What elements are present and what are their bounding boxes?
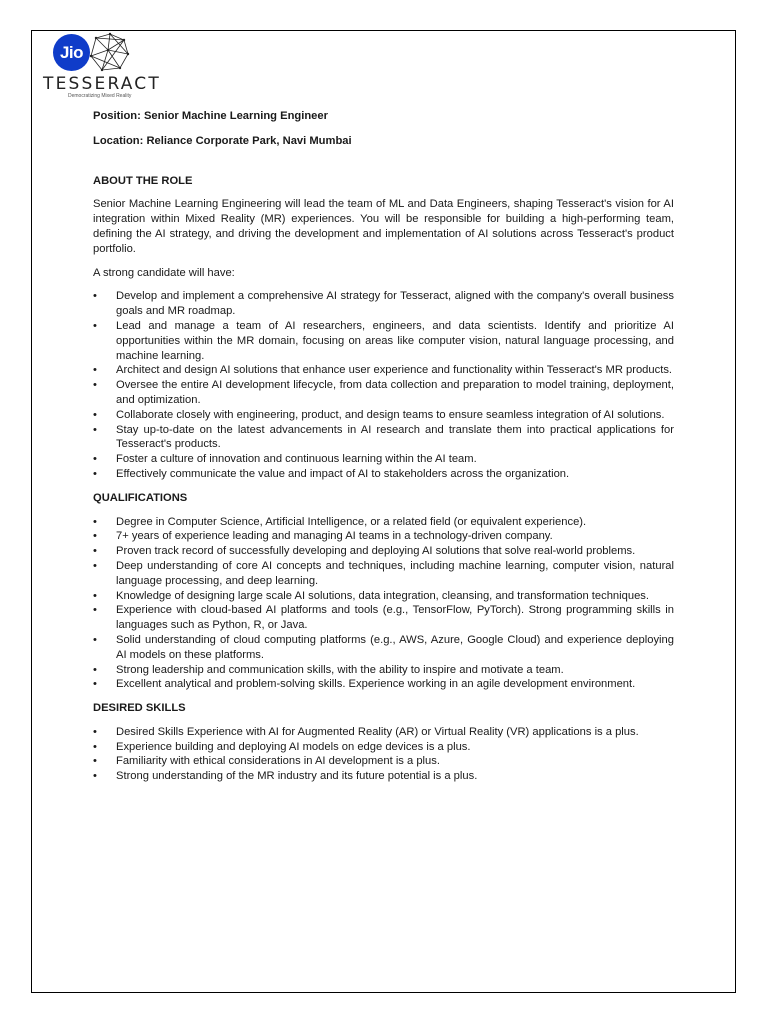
candidate-intro: A strong candidate will have: <box>93 266 235 279</box>
job-description <box>93 109 674 784</box>
list-item: • Deep understanding of core AI concepts and techniques, including machine learning, computer vision, natural language processing, and deep learning. <box>93 559 674 589</box>
desired-skills-heading: DESIRED SKILLS <box>93 702 186 715</box>
list-item: • Lead and manage a team of AI researchers, engineers, and data scientists. Identify and prioritize AI opportunities within the MR domain, focusing on areas like computer vision, natural language processing, and machine learning. <box>93 319 674 363</box>
tesseract-wordmark: TESSERACT <box>43 74 161 94</box>
list-item: • Stay up-to-date on the latest advancements in AI research and translate them into practical applications for Tesseract's products. <box>93 423 674 453</box>
list-item: • Proven track record of successfully developing and deploying AI solutions that solve real-world problems. <box>93 544 674 559</box>
list-item: • Effectively communicate the value and impact of AI to stakeholders across the organization. <box>93 467 674 482</box>
list-item: • Collaborate closely with engineering, product, and design teams to ensure seamless integration of AI solutions. <box>93 408 674 423</box>
jio-tesseract-logo <box>40 31 161 101</box>
jio-logo-badge: Jio <box>53 34 90 71</box>
list-item: • Strong understanding of the MR industry and its future potential is a plus. <box>93 769 674 784</box>
tesseract-tagline: Democratizing Mixed Reality <box>68 93 132 99</box>
list-item: • Desired Skills Experience with AI for Augmented Reality (AR) or Virtual Reality (VR) applications is a plus. <box>93 725 674 740</box>
about-list <box>93 289 674 481</box>
list-item: • Develop and implement a comprehensive AI strategy for Tesseract, aligned with the company's overall business goals and MR roadmap. <box>93 289 674 319</box>
list-item: • Architect and design AI solutions that enhance user experience and functionality within Tesseract's MR products. <box>93 363 674 378</box>
list-item: • Experience with cloud-based AI platforms and tools (e.g., TensorFlow, PyTorch). Strong programming skills in languages such as Python, R, or Java. <box>93 603 674 633</box>
about-heading: ABOUT THE ROLE <box>93 174 193 187</box>
list-item: • Knowledge of designing large scale AI solutions, data integration, cleansing, and transformation techniques. <box>93 589 674 604</box>
about-paragraph: Senior Machine Learning Engineering will lead the team of ML and Data Engineers, shaping Tesseract's vision for AI integration within Mixed Reality (MR) experiences. You will be responsible for building a high-performing team, defining the AI strategy, and driving the development and implementation of AI solutions across Tesseract's product portfolio. <box>93 198 674 255</box>
list-item: • Oversee the entire AI development lifecycle, from data collection and preparation to model training, deployment, and optimization. <box>93 378 674 408</box>
list-item: • Foster a culture of innovation and continuous learning within the AI team. <box>93 452 674 467</box>
location-line: Location: Reliance Corporate Park, Navi Mumbai <box>93 134 352 147</box>
mesh-network-icon <box>88 32 130 72</box>
position-title: Position: Senior Machine Learning Engineer <box>93 110 328 122</box>
qualifications-heading: QUALIFICATIONS <box>93 491 188 504</box>
list-item: • Strong leadership and communication skills, with the ability to inspire and motivate a team. <box>93 663 674 678</box>
list-item: • Degree in Computer Science, Artificial Intelligence, or a related field (or equivalent experience). <box>93 515 674 530</box>
list-item: • Excellent analytical and problem-solving skills. Experience working in an agile development environment. <box>93 677 674 692</box>
qualifications-list <box>93 515 674 693</box>
list-item: • Solid understanding of cloud computing platforms (e.g., AWS, Azure, Google Cloud) and experience deploying AI models on these platforms. <box>93 633 674 663</box>
list-item: • Experience building and deploying AI models on edge devices is a plus. <box>93 740 674 755</box>
list-item: • 7+ years of experience leading and managing AI teams in a technology-driven company. <box>93 529 674 544</box>
desired-skills-list <box>93 725 674 784</box>
list-item: • Familiarity with ethical considerations in AI development is a plus. <box>93 754 674 769</box>
